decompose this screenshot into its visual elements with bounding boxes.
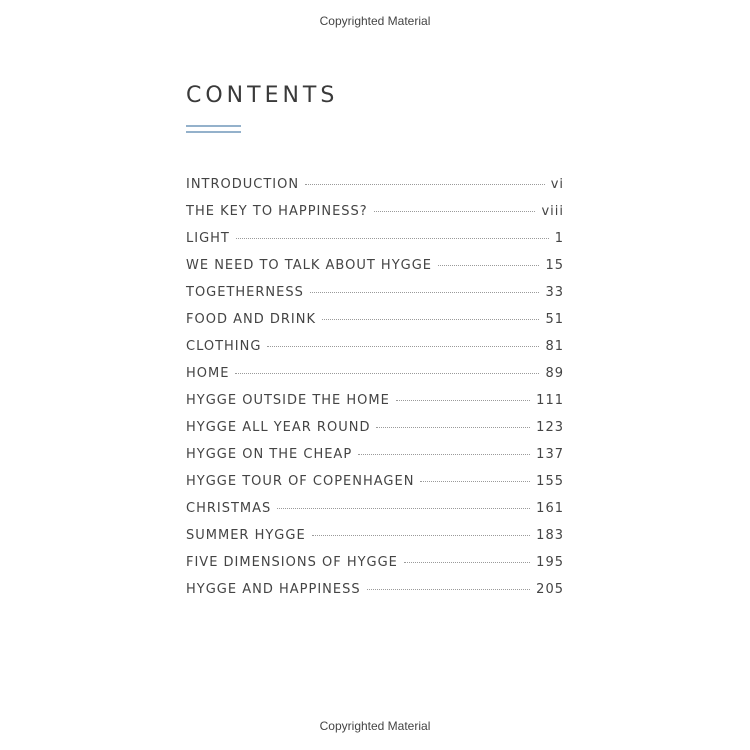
toc-entry-title: HYGGE ALL YEAR ROUND <box>186 420 371 435</box>
dot-leader <box>376 427 530 428</box>
toc-entry[interactable] <box>186 501 564 528</box>
toc-entry-title: HOME <box>186 366 230 381</box>
dot-leader <box>404 562 530 563</box>
dot-leader <box>420 481 530 482</box>
toc-entry-page: 137 <box>536 447 564 462</box>
toc-entry-page: vi <box>550 177 564 192</box>
toc-entry-title: LIGHT <box>186 231 230 246</box>
toc-entry-title: HYGGE AND HAPPINESS <box>186 582 361 597</box>
copyright-watermark-top: Copyrighted Material <box>319 14 431 28</box>
toc-entry[interactable] <box>186 582 564 609</box>
toc-entry-title: FOOD AND DRINK <box>186 312 316 327</box>
toc-entry[interactable] <box>186 474 564 501</box>
toc-entry-page: 51 <box>545 312 564 327</box>
toc-entry[interactable] <box>186 420 564 447</box>
toc-entry-page: viii <box>541 204 564 219</box>
toc-entry-page: 161 <box>536 501 564 516</box>
toc-entry-title: HYGGE TOUR OF COPENHAGEN <box>186 474 415 489</box>
toc-entry[interactable] <box>186 366 564 393</box>
toc-entry[interactable] <box>186 447 564 474</box>
toc-entry-page: 15 <box>545 258 564 273</box>
toc-entry-page: 81 <box>545 339 564 354</box>
copyright-watermark-bottom: Copyrighted Material <box>319 719 431 733</box>
toc-entry-page: 111 <box>536 393 564 408</box>
toc-entry-page: 205 <box>536 582 564 597</box>
toc-entry-title: HYGGE OUTSIDE THE HOME <box>186 393 390 408</box>
dot-leader <box>277 508 530 509</box>
dot-leader <box>358 454 530 455</box>
toc-entry[interactable] <box>186 393 564 420</box>
toc-entry-page: 123 <box>536 420 564 435</box>
dot-leader <box>305 184 545 185</box>
toc-entry-title: CLOTHING <box>186 339 262 354</box>
toc-entry-page: 195 <box>536 555 564 570</box>
toc-entry[interactable] <box>186 258 564 285</box>
toc-entry-title: TOGETHERNESS <box>186 285 304 300</box>
toc-entry-title: HYGGE ON THE CHEAP <box>186 447 353 462</box>
toc-entry[interactable] <box>186 177 564 204</box>
toc-entry-title: CHRISTMAS <box>186 501 272 516</box>
toc-entry[interactable] <box>186 231 564 258</box>
dot-leader <box>312 535 531 536</box>
toc-entry-title: THE KEY TO HAPPINESS? <box>186 204 368 219</box>
toc-entry-title: FIVE DIMENSIONS OF HYGGE <box>186 555 398 570</box>
toc-entry[interactable] <box>186 555 564 582</box>
toc-entry-title: WE NEED TO TALK ABOUT HYGGE <box>186 258 433 273</box>
toc-entry-page: 155 <box>536 474 564 489</box>
dot-leader <box>235 373 539 374</box>
toc-entry-page: 1 <box>554 231 564 246</box>
dot-leader <box>438 265 539 266</box>
toc-entry[interactable] <box>186 339 564 366</box>
dot-leader <box>367 589 531 590</box>
contents-heading: CONTENTS <box>186 82 339 108</box>
dot-leader <box>322 319 539 320</box>
dot-leader <box>310 292 540 293</box>
table-of-contents <box>186 177 564 609</box>
dot-leader <box>396 400 530 401</box>
toc-entry[interactable] <box>186 312 564 339</box>
toc-entry[interactable] <box>186 204 564 231</box>
dot-leader <box>236 238 549 239</box>
toc-entry[interactable] <box>186 528 564 555</box>
toc-entry[interactable] <box>186 285 564 312</box>
toc-entry-page: 89 <box>545 366 564 381</box>
toc-entry-page: 183 <box>536 528 564 543</box>
heading-rule-bottom <box>186 131 241 133</box>
toc-entry-title: SUMMER HYGGE <box>186 528 306 543</box>
dot-leader <box>374 211 536 212</box>
heading-rule-top <box>186 125 241 127</box>
toc-entry-page: 33 <box>545 285 564 300</box>
dot-leader <box>267 346 539 347</box>
toc-entry-title: INTRODUCTION <box>186 177 300 192</box>
